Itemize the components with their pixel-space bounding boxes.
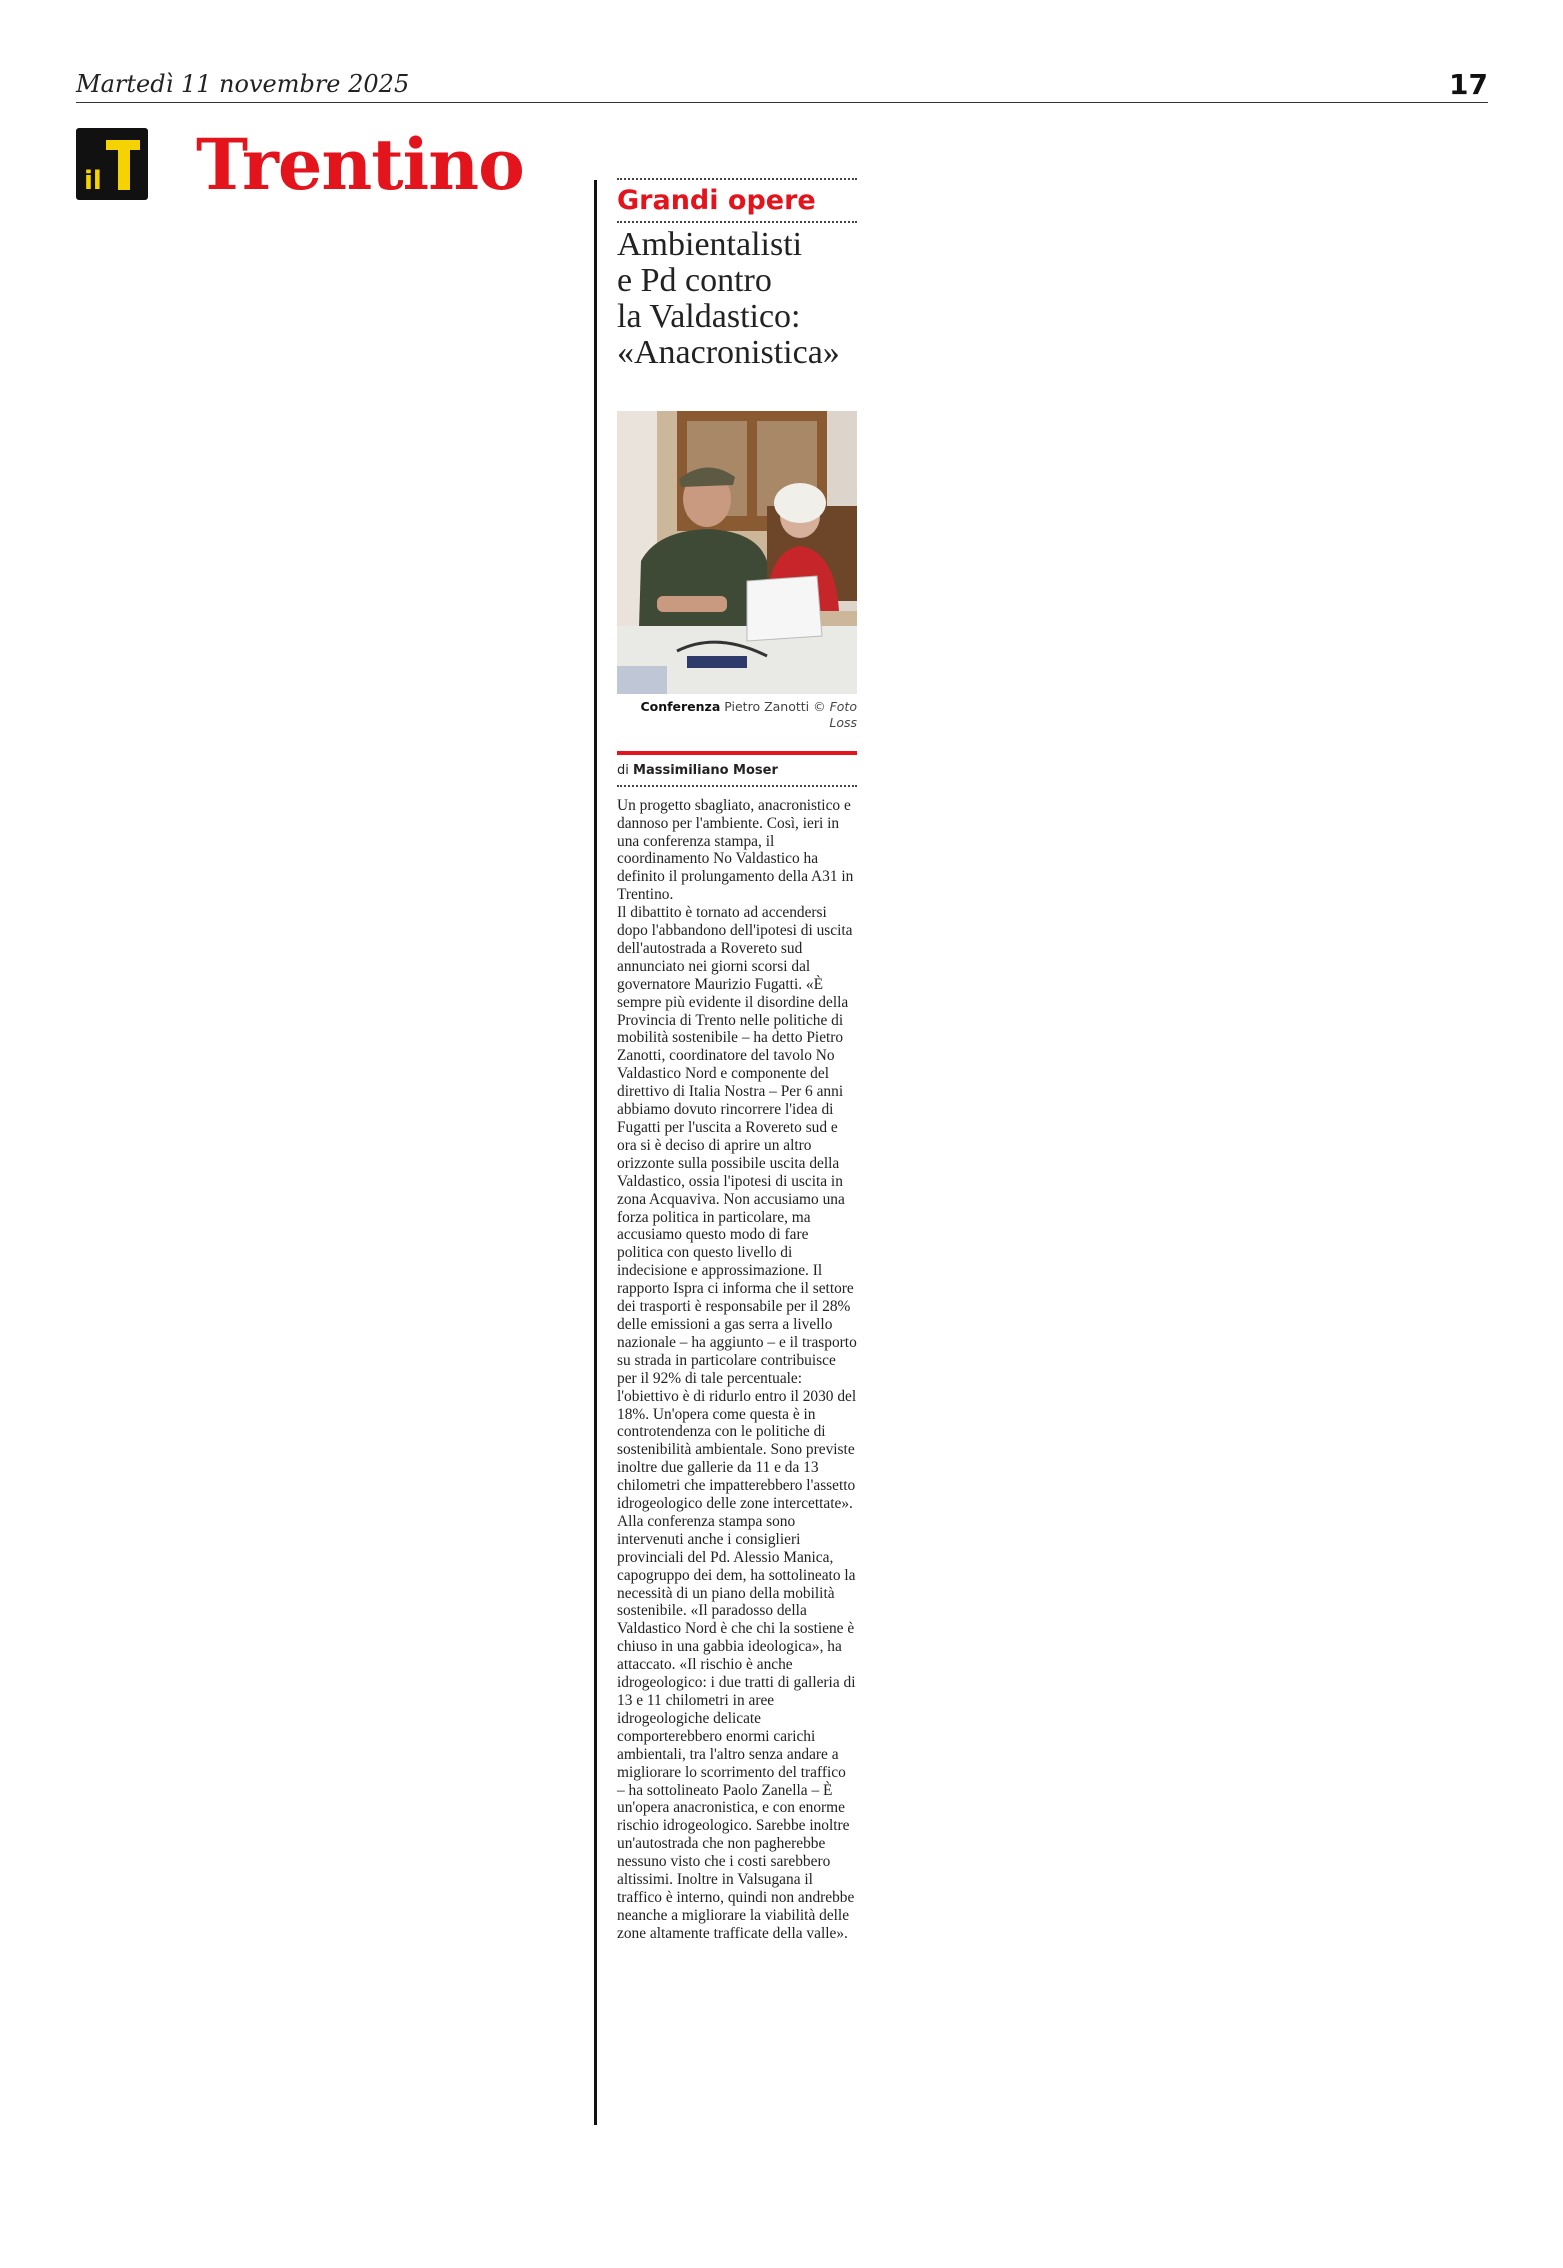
article-body	[617, 797, 857, 1943]
body-paragraph: Il dibattito è tornato ad accendersi dopo l'abbandono dell'ipotesi di uscita dell'autostrada a Rovereto sud annunciato nei giorni scorsi dal governatore Maurizio Fugatti. «È sempre più evidente il disordine della Provincia di Trento nelle politiche di mobilità sostenibile – ha detto Pietro Zanotti, coordinatore del tavolo No Valdastico Nord e componente del direttivo di Italia Nostra – Per 6 anni abbiamo dovuto rincorrere l'idea di Fugatti per l'uscita a Rovereto sud e ora si è deciso di aprire un altro orizzonte sulla possibile uscita della Valdastico, ossia l'ipotesi di uscita in zona Acquaviva. Non accusiamo una forza politica in particolare, ma accusiamo questo modo di fare politica con questo livello di indecisione e approssimazione. Il rapporto Ispra ci informa che il settore dei trasporti è responsabile per il 28% delle emissioni a gas serra a livello nazionale – ha aggiunto – e il trasporto su strada in particolare contribuisce per il 92% di tale percentuale: l'obiettivo è di ridurlo entro il 2030 del 18%. Un'opera come questa è in controtendenza con le politiche di sostenibilità ambientale. Sono previste inoltre due gallerie da 11 e da 13 chilometri che impatterebbero l'assetto idrogeologico delle zone intercettate».	[617, 904, 857, 1513]
article-headline	[617, 227, 857, 371]
byline-prefix: di	[617, 762, 629, 778]
caption-label: Conferenza	[640, 698, 721, 714]
author-name: Massimiliano Moser	[633, 762, 778, 778]
headline-line: la Valdastico:	[617, 297, 801, 335]
body-paragraph: Alla conferenza stampa sono intervenuti anche i consiglieri provinciali del Pd. Alessio Manica, capogruppo dei dem, ha sottolineato la necessità di un piano della mobilità sostenibile. «Il paradosso della Valdastico Nord è che chi la sostiene è chiuso in una gabbia ideologica», ha attaccato. «Il rischio è anche idrogeologico: i due tratti di galleria di 13 e 11 chilometri in aree idrogeologiche delicate comporterebbero enormi carichi ambientali, tra l'altro senza andare a migliorare lo scorrimento del traffico – ha sottolineato Paolo Zanella – È un'opera anacronistica, e con enorme rischio idrogeologico. Sarebbe inoltre un'autostrada che non pagherebbe nessuno visto che i costi sarebbero altissimi. Inoltre in Valsugana il traffico è interno, quindi non andrebbe neanche a migliorare la viabilità delle zone altamente trafficate della valle».	[617, 1512, 856, 1942]
header-rule	[76, 102, 1488, 103]
article-kicker: Grandi opere	[617, 185, 816, 216]
caption-text: Pietro Zanotti	[724, 698, 810, 714]
byline-rule	[617, 785, 857, 787]
press-conference-photo-illustration	[617, 411, 857, 694]
article-photo	[617, 411, 857, 694]
newspaper-logo: il	[76, 128, 148, 200]
kicker-rule-bottom	[617, 221, 857, 223]
headline-line: «Anacronistica»	[617, 333, 840, 371]
edition-date: Martedì 11 novembre 2025	[76, 70, 410, 98]
headline-line: Ambientalisti	[617, 225, 803, 263]
body-paragraph: Un progetto sbagliato, anacronistico e dannoso per l'ambiente. Così, ieri in una conferenza stampa, il coordinamento No Valdastico ha definito il prolungamento della A31 in Trentino.	[617, 796, 854, 904]
page-number: 17	[1449, 68, 1488, 101]
section-title: Trentino	[196, 123, 524, 206]
column-divider	[594, 180, 597, 2125]
headline-line: e Pd contro	[617, 261, 772, 299]
photo-credit: © Foto Loss	[813, 698, 857, 730]
article	[617, 178, 857, 1943]
byline	[617, 755, 857, 785]
photo-caption	[617, 699, 857, 731]
